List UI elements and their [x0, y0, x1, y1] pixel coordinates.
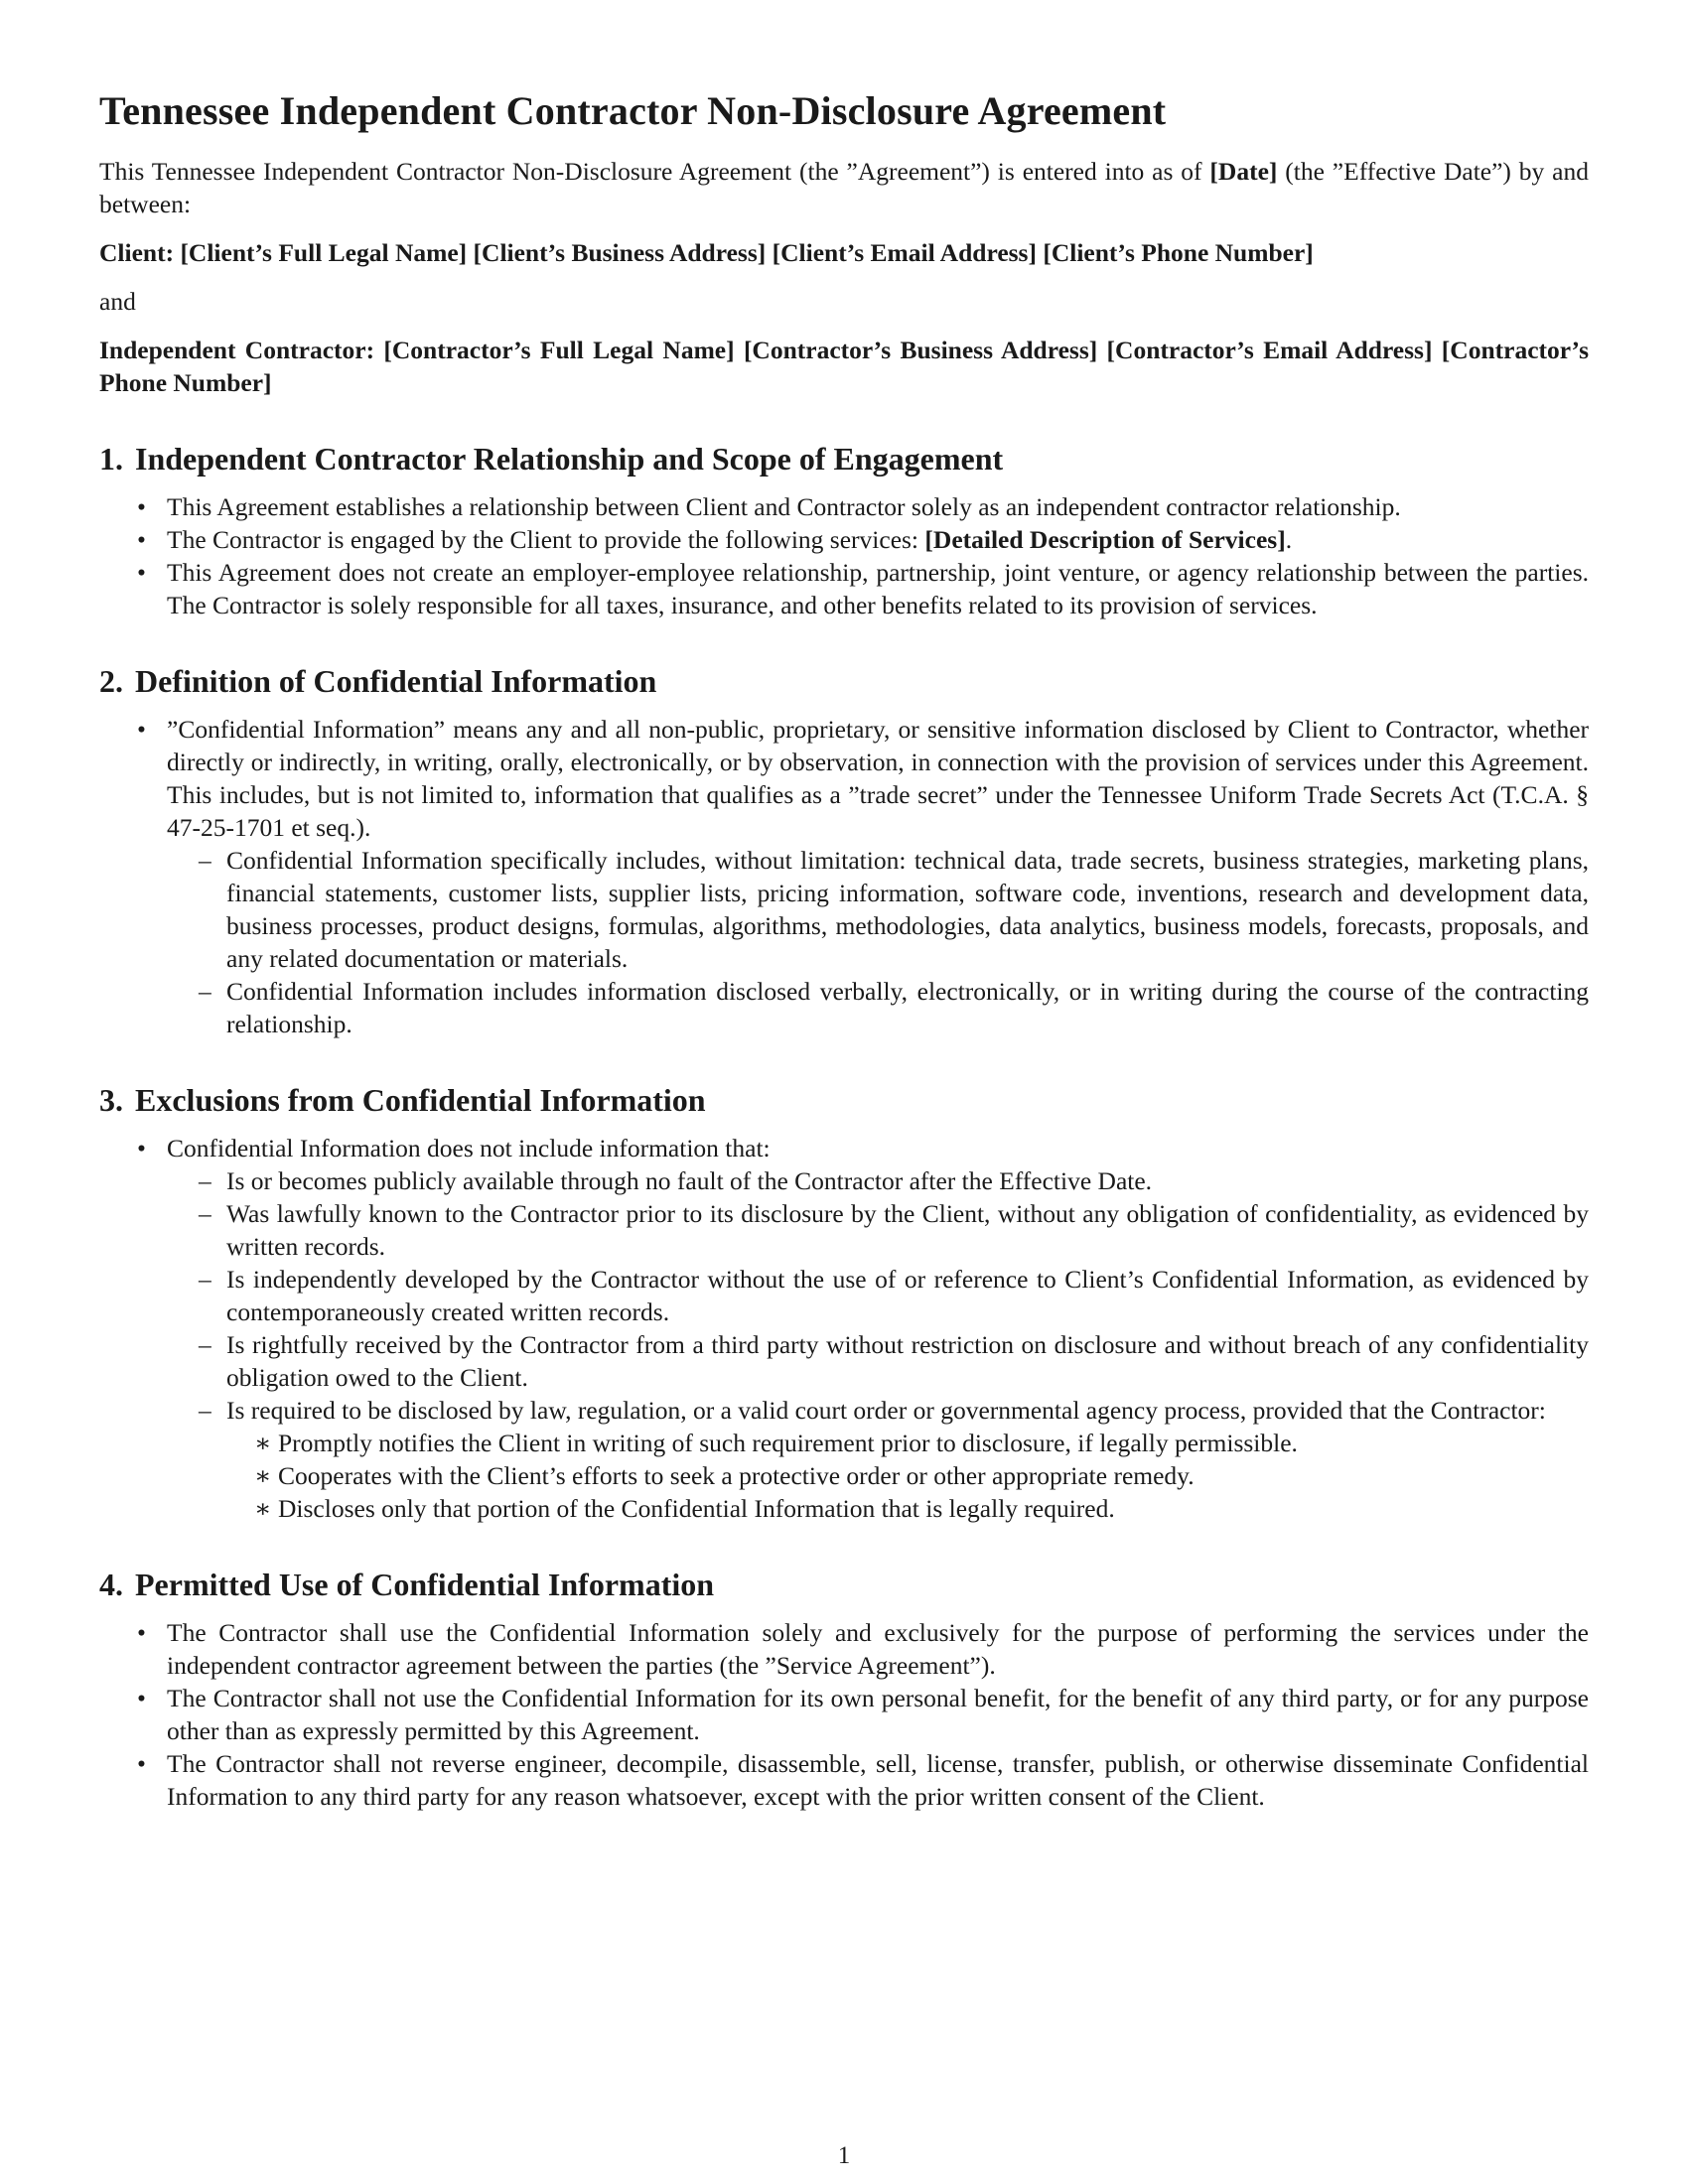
intro-text-pre: This Tennessee Independent Contractor Non-Disclosure Agreement (the ”Agreement”) is entered into as of — [99, 157, 1210, 186]
section-4-list — [99, 1616, 1589, 1813]
section-heading-2 — [99, 661, 1589, 701]
list-item: • The Contractor shall not reverse engineer, decompile, disassemble, sell, license, transfer, publish, or otherwise disseminate Confidential Information to any third party for any reason whatsoever, except with the prior written consent of the Client. — [99, 1747, 1589, 1813]
sub-list — [167, 1164, 1589, 1525]
section-2-list — [99, 713, 1589, 1040]
sub-list-item — [167, 1394, 1589, 1525]
list-item — [99, 523, 1589, 556]
section-3-list — [99, 1132, 1589, 1525]
and-connector: and — [99, 287, 136, 316]
list-item-text: Confidential Information does not include information that: — [167, 1134, 771, 1162]
sub-list-item: – Was lawfully known to the Contractor prior to its disclosure by the Client, without any obligation of confidentiality, as evidenced by written records. — [167, 1197, 1589, 1263]
section-title: Independent Contractor Relationship and Scope of Engagement — [135, 441, 1004, 477]
services-placeholder: [Detailed Description of Services] — [924, 525, 1286, 554]
list-item: • This Agreement does not create an employer-employee relationship, partnership, joint venture, or agency relationship between the parties. The Contractor is solely responsible for all taxes, insurance, and other benefits related to its provision of services. — [99, 556, 1589, 621]
sub-list-item: – Is rightfully received by the Contractor from a third party without restriction on disclosure and without breach of any confidentiality obligation owed to the Client. — [167, 1328, 1589, 1394]
sub-sub-list-item: ∗ Promptly notifies the Client in writing of such requirement prior to disclosure, if legally permissible. — [226, 1427, 1589, 1459]
section-title: Permitted Use of Confidential Information — [135, 1567, 715, 1602]
contractor-party-line — [99, 334, 1589, 399]
list-item — [99, 713, 1589, 1040]
section-number: 3. — [99, 1082, 123, 1118]
client-party-line — [99, 236, 1589, 269]
section-title: Definition of Confidential Information — [135, 663, 657, 699]
section-1-list — [99, 490, 1589, 621]
intro-text-post: (the ”Effective Date”) by and between: — [99, 157, 1589, 218]
sub-list — [167, 844, 1589, 1040]
client-party-text: Client: [Client’s Full Legal Name] [Client’s Business Address] [Client’s Email Address] [Client’s Phone Number] — [99, 238, 1314, 267]
sub-list-item-text: Is required to be disclosed by law, regulation, or a valid court order or governmental agency process, provided that the Contractor: — [226, 1396, 1546, 1425]
sub-list-item: – Is independently developed by the Contractor without the use of or reference to Client’s Confidential Information, as evidenced by contemporaneously created written records. — [167, 1263, 1589, 1328]
list-item-text: ”Confidential Information” means any and all non-public, proprietary, or sensitive information disclosed by Client to Contractor, whether directly or indirectly, in writing, orally, electronically, or by observation, in connection with the provision of services under this Agreement. This includes, but is not limited to, information that qualifies as a ”trade secret” under the Tennessee Uniform Trade Secrets Act (T.C.A. § 47-25-1701 et seq.). — [167, 715, 1589, 842]
sub-list-item: – Is or becomes publicly available through no fault of the Contractor after the Effective Date. — [167, 1164, 1589, 1197]
list-item: • The Contractor shall not use the Confidential Information for its own personal benefit, for the benefit of any third party, or for any purpose other than as expressly permitted by this Agreement. — [99, 1682, 1589, 1747]
list-item-text: The Contractor is engaged by the Client to provide the following services: — [167, 525, 925, 554]
intro-date-placeholder: [Date] — [1209, 157, 1278, 186]
sub-list-item: – Confidential Information includes information disclosed verbally, electronically, or in writing during the course of the contracting relationship. — [167, 975, 1589, 1040]
document-page — [99, 87, 1589, 1813]
list-item: • This Agreement establishes a relationship between Client and Contractor solely as an independent contractor relationship. — [99, 490, 1589, 523]
sub-sub-list — [226, 1427, 1589, 1525]
list-item-text: . — [1285, 525, 1293, 554]
sub-sub-list-item: ∗ Discloses only that portion of the Confidential Information that is legally required. — [226, 1492, 1589, 1525]
sub-list-item: – Confidential Information specifically includes, without limitation: technical data, trade secrets, business strategies, marketing plans, financial statements, customer lists, supplier lists, pricing information, software code, inventions, research and development data, business processes, product designs, formulas, algorithms, methodologies, data analytics, business models, forecasts, proposals, and any related documentation or materials. — [167, 844, 1589, 975]
contractor-party-text: Independent Contractor: [Contractor’s Full Legal Name] [Contractor’s Business Address] [Contractor’s Email Address] [Contractor’s Phone Number] — [99, 336, 1589, 397]
document-title: Tennessee Independent Contractor Non-Disclosure Agreement — [99, 88, 1167, 133]
section-number: 1. — [99, 441, 123, 477]
section-heading-3 — [99, 1080, 1589, 1120]
section-title: Exclusions from Confidential Information — [135, 1082, 706, 1118]
page-number: 1 — [837, 2142, 851, 2169]
sub-sub-list-item: ∗ Cooperates with the Client’s efforts to seek a protective order or other appropriate remedy. — [226, 1459, 1589, 1492]
section-number: 4. — [99, 1567, 123, 1602]
section-number: 2. — [99, 663, 123, 699]
section-heading-4 — [99, 1565, 1589, 1604]
list-item — [99, 1132, 1589, 1525]
list-item: • The Contractor shall use the Confidential Information solely and exclusively for the purpose of performing the services under the independent contractor agreement between the parties (the ”Service Agreement”). — [99, 1616, 1589, 1682]
intro-paragraph — [99, 155, 1589, 220]
section-heading-1 — [99, 439, 1589, 478]
